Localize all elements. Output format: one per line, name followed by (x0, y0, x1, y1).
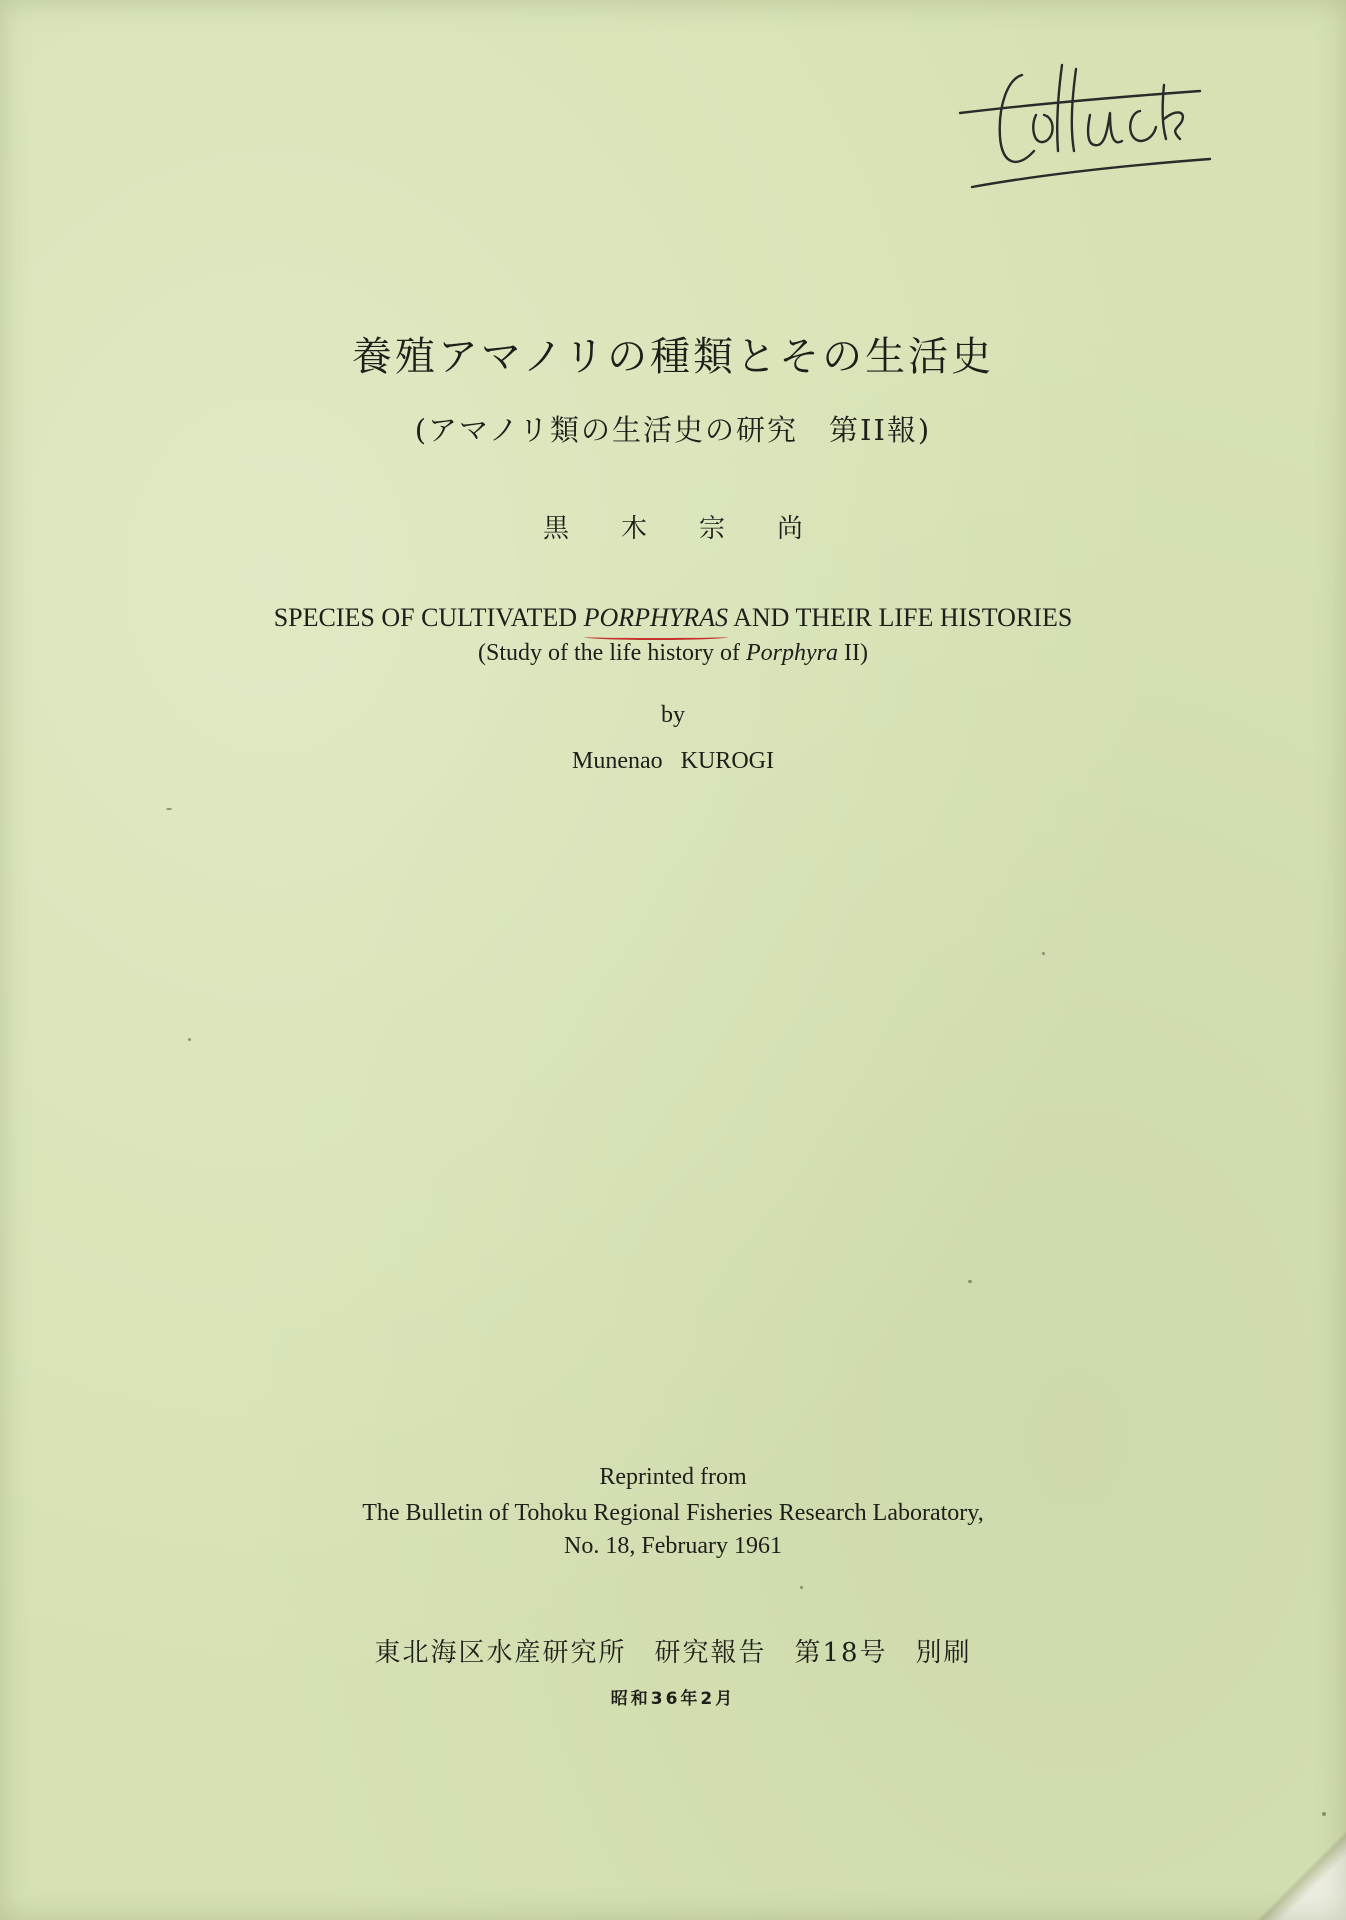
english-title-after: AND THEIR LIFE HISTORIES (728, 603, 1073, 632)
english-title-italic (584, 603, 728, 632)
english-title-before: SPECIES OF CULTIVATED (273, 603, 584, 632)
english-subtitle-after: II) (837, 640, 868, 666)
english-title-italic-text: PORPHYRAS (583, 603, 729, 632)
paper-speck (800, 1586, 803, 1589)
japanese-publication-date: 昭和36年2月 (610, 1689, 736, 1709)
japanese-publication-line: 東北海区水産研究所 研究報告 第18号 別刷 (374, 1638, 972, 1668)
english-author: Munenao KUROGI (572, 748, 774, 774)
english-subtitle (0, 640, 1346, 667)
paper-speck (1042, 952, 1045, 955)
english-subtitle-before: (Study of the life history of (478, 640, 746, 666)
japanese-title: 養殖アマノリの種類とその生活史 (351, 334, 995, 380)
corner-wear (1226, 1820, 1346, 1920)
handwritten-signature (950, 55, 1220, 205)
reprint-line-2: The Bulletin of Tohoku Regional Fisheries Research Laboratory, (362, 1500, 984, 1526)
reprint-line-3: No. 18, February 1961 (564, 1533, 782, 1559)
japanese-subtitle: (アマノリ類の生活史の研究 第II報) (414, 413, 932, 447)
paper-speck (968, 1280, 972, 1283)
reprint-line-1: Reprinted from (599, 1464, 747, 1490)
paper-speck (1322, 1812, 1326, 1816)
paper-speck (166, 808, 172, 810)
paper-speck (188, 1038, 191, 1041)
english-subtitle-italic: Porphyra (745, 640, 838, 666)
english-by: by (661, 702, 685, 728)
english-title (0, 603, 1346, 633)
japanese-author: 黒木宗尚 (542, 514, 855, 544)
